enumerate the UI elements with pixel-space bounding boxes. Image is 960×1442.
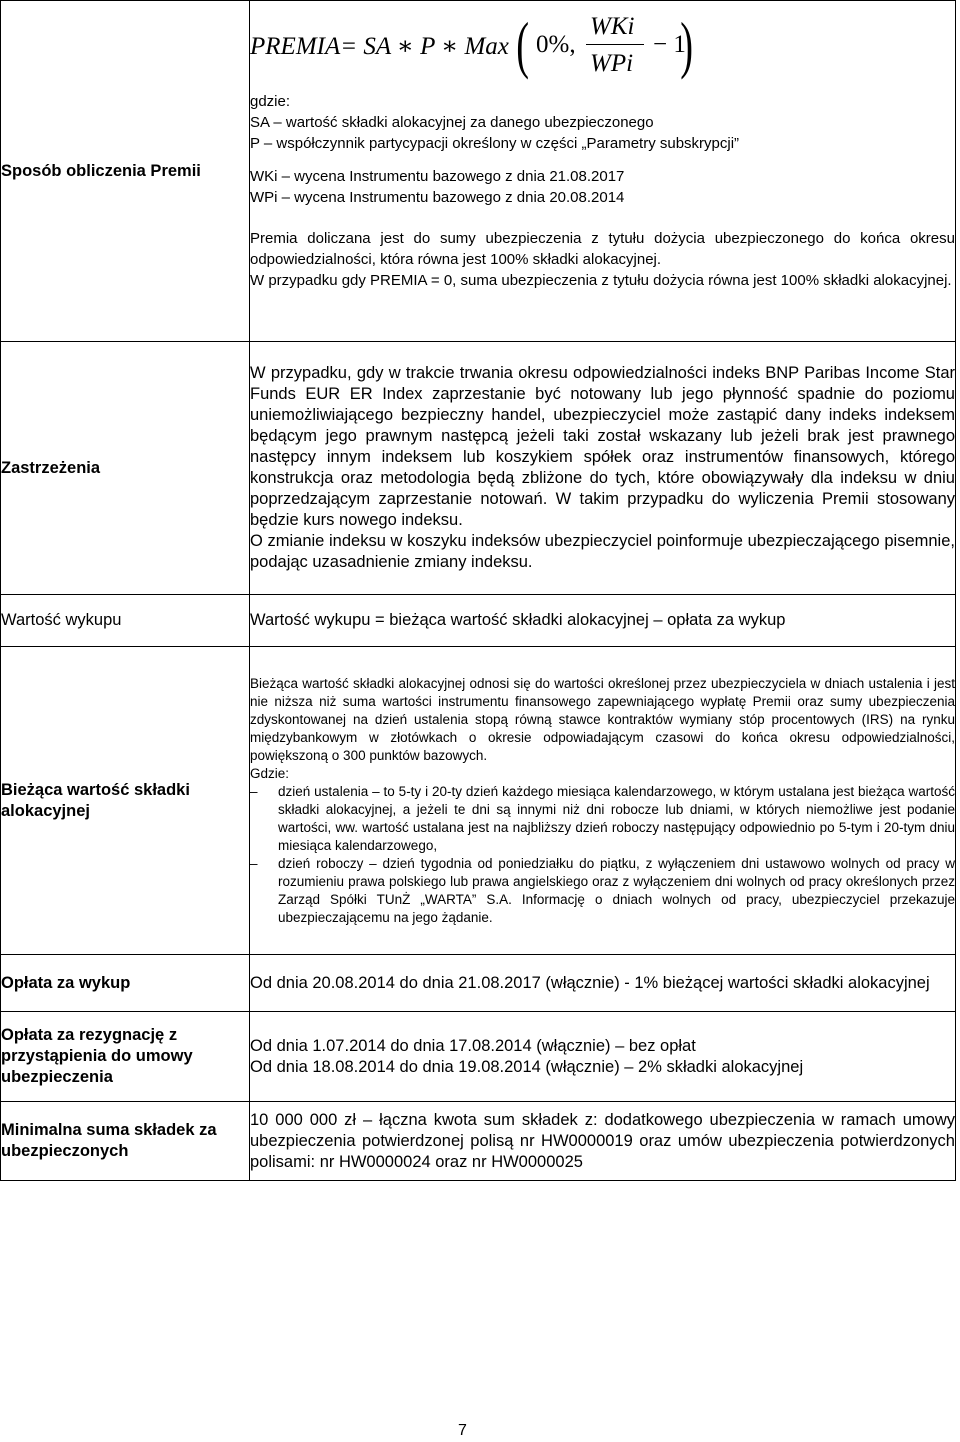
fraction-bar <box>586 44 644 45</box>
definitions-list <box>250 783 955 927</box>
row-surrender-value <box>1 595 956 647</box>
definition-line: WPi – wycena Instrumentu bazowego z dnia 20.08.2014 <box>250 189 625 206</box>
dash-bullet: – <box>250 855 258 871</box>
row-content <box>250 595 956 647</box>
formula-left-paren: ( <box>516 9 530 80</box>
reservations-paragraph: O zmianie indeksu w koszyku indeksów ubezpieczyciel poinformuje ubezpieczającego pisemnie, podając uzasadnienie zmiany indeksu. <box>250 532 955 571</box>
resignation-fee-line: Od dnia 1.07.2014 do dnia 17.08.2014 (włącznie) – bez opłat <box>250 1036 696 1055</box>
row-label <box>1 1102 250 1181</box>
reservations-paragraph: W przypadku, gdy w trakcie trwania okresu odpowiedzialności indeks BNP Paribas Income Star Funds EUR ER Index zaprzestanie być notowany lub jego płynność spadnie do poziomu uniemożliwiającego bezpieczny handel, ubezpieczyciel może zastąpić dany indeks indeksem będącym jego prawnym następcą jeżeli taki został wskazany lub jeżeli brak jest prawnego następcy innym indeksem lub koszykiem spółek oraz instrumentów finansowych, którego konstrukcja oraz metodologia będą zbliżone do tych, które obowiązywały dla indeksu w dniu poprzedzającym zaprzestanie notowań. W takim przypadku do wyliczenia Premii stosowany będzie kurs nowego indeksu. <box>250 364 955 529</box>
premium-note: W przypadku gdy PREMIA = 0, suma ubezpieczenia z tytułu dożycia równa jest 100% składki alokacyjnej. <box>250 272 952 289</box>
formula-denominator: WPi <box>590 50 634 77</box>
surrender-value-text: Wartość wykupu = bieżąca wartość składki alokacyjnej – opłata za wykup <box>250 611 786 629</box>
page-number: 7 <box>458 1422 467 1439</box>
definition-line: P – współczynnik partycypacji określony w części „Parametry subskrypcji” <box>250 135 740 152</box>
list-item-text: dzień ustalenia – to 5-ty i 20-ty dzień każdego miesiąca kalendarzowego, w którym ustalana jest bieżąca wartość składki alokacyjnej, a jeżeli te dni są innymi niż dni robocze lub dniami, w których niemożliwe jest podanie wartości, ww. wartość ustalana jest na najbliższy dzień roboczy następujący odpowiednio po 5-tym i 20-tym dniu miesiąca kalendarzowego, <box>278 783 955 853</box>
row-label <box>1 1 250 342</box>
surrender-fee-label: Opłata za wykup <box>1 973 131 992</box>
list-item-text: dzień roboczy – dzień tygodnia od poniedziałku do piątku, z wyłączeniem dni ustawowo wolnych od pracy w rozumieniu prawa polskiego lub prawa angielskiego oraz z wyłączeniem dni wolnych od pracy określonych przez Zarząd Spółki TUnŻ „WARTA” S.A. Informację o dniach wolnych od pracy, ubezpieczyciel przekazuje ubezpieczającemu na jego żądanie. <box>278 855 955 925</box>
row-label <box>1 595 250 647</box>
minimum-premiums-text: 10 000 000 zł – łączna kwota sum składek z: dodatkowego ubezpieczenia w ramach umowy ubezpieczenia potwierdzonej polisą nr HW0000019 oraz umów ubezpieczenia potwierdzonych polisami: nr HW0000024 oraz nr HW0000025 <box>250 1110 955 1171</box>
premium-label: Sposób obliczenia Premii <box>1 161 201 180</box>
surrender-value-label: Wartość wykupu <box>1 611 122 629</box>
surrender-fee-text: Od dnia 20.08.2014 do dnia 21.08.2017 (włącznie) - 1% bieżącej wartości składki alokacyjnej <box>250 973 930 992</box>
row-label <box>1 647 250 955</box>
row-content <box>250 647 956 955</box>
row-label <box>1 955 250 1012</box>
formula-minus-one: − 1 <box>653 31 686 58</box>
row-minimum-premiums <box>1 1102 956 1181</box>
premium-formula <box>250 7 955 87</box>
premium-note: Premia doliczana jest do sumy ubezpieczenia z tytułu dożycia ubezpieczonego do końca okresu odpowiedzialności, która równa jest 100% składki alokacyjnej. <box>250 230 955 268</box>
definition-line: WKi – wycena Instrumentu bazowego z dnia 21.08.2017 <box>250 168 625 185</box>
list-item <box>250 855 955 927</box>
definition-line: SA – wartość składki alokacyjnej za danego ubezpieczonego <box>250 114 654 131</box>
definition-line: gdzie: <box>250 93 291 110</box>
formula-definitions <box>250 91 955 208</box>
row-current-value <box>1 647 956 955</box>
list-item <box>250 783 955 855</box>
row-content <box>250 1102 956 1181</box>
resignation-fee-label: Opłata za rezygnację z przystąpienia do umowy ubezpieczenia <box>1 1026 193 1086</box>
row-reservations <box>1 342 956 595</box>
row-content <box>250 955 956 1012</box>
current-value-label: Bieżąca wartość składki alokacyjnej <box>1 780 190 820</box>
row-premium <box>1 1 956 342</box>
minimum-premiums-label: Minimalna suma składek za ubezpieczonych <box>1 1121 217 1160</box>
dash-bullet: – <box>250 783 258 799</box>
formula-zero: 0%, <box>536 31 576 58</box>
formula-right-paren: ) <box>680 9 694 80</box>
row-label <box>1 1012 250 1102</box>
formula-numerator: WKi <box>590 13 635 40</box>
row-content <box>250 342 956 595</box>
current-value-text: Bieżąca wartość składki alokacyjnej odnosi się do wartości określonej przez ubezpieczyciela w dniach ustalenia i jest nie niższa niż suma wartości instrumentu finansowego zapewniającego wypłatę Premii oraz sumy ubezpieczenia zdyskontowanej na dzień ustalenia stopą równą stawce kontraktów wymiany stóp procentowych (IRS) na rynku międzybankowym w złotówkach o okresie odpowiadającym czasowi do końca okresu odpowiedzialności, powiększoną o 300 punktów bazowych. <box>250 675 955 763</box>
row-resignation-fee <box>1 1012 956 1102</box>
formula-lhs: PREMIA= SA ∗ P ∗ Max <box>250 33 509 60</box>
where-label: Gdzie: <box>250 765 290 781</box>
reservations-label: Zastrzeżenia <box>1 458 101 477</box>
row-content <box>250 1012 956 1102</box>
resignation-fee-line: Od dnia 18.08.2014 do dnia 19.08.2014 (włącznie) – 2% składki alokacyjnej <box>250 1057 804 1076</box>
row-content <box>250 1 956 342</box>
row-surrender-fee <box>1 955 956 1012</box>
row-label <box>1 342 250 595</box>
